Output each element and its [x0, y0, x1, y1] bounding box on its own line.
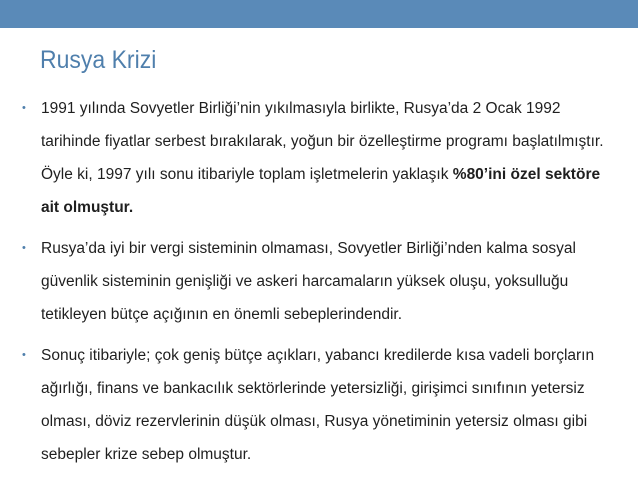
bullet-text: Rusya’da iyi bir vergi sisteminin olmaması, Sovyetler Birliği’nden kalma sosyal güvenlik sisteminin genişliği ve askeri harcamaların yüksek oluşu, yoksulluğu tetikleyen bütçe açığının en önemli sebeplerindendir.	[41, 240, 576, 323]
bullet-dot-icon: •	[22, 242, 26, 254]
bullet-text	[41, 100, 604, 216]
bullet-text-regular: 1991 yılında Sovyetler Birliği’nin yıkılmasıyla birlikte, Rusya’da 2 Ocak 1992 tarihinde fiyatlar serbest bırakılarak, yoğun bir özelleştirme programı başlatılmıştır. Öyle ki, 1997 yılı sonu itibariyle toplam işletmelerin yaklaşık	[41, 100, 604, 183]
bullet-dot-icon: •	[22, 102, 26, 114]
bullet-text: Sonuç itibariyle; çok geniş bütçe açıkları, yabancı kredilerde kısa vadeli borçların ağırlığı, finans ve bankacılık sektörlerinde yetersizliği, girişimci sınıfının yetersiz olması, döviz rezervlerinin düşük olması, Rusya yönetiminin yetersiz olması gibi sebepler krize sebep olmuştur.	[41, 347, 595, 463]
bullet-text-bold: %80’ini özel sektöre ait olmuştur.	[41, 166, 601, 216]
header-bar	[0, 0, 638, 28]
bullet-item-1	[18, 92, 618, 224]
bullet-item-3	[18, 339, 618, 471]
bullet-item-2	[18, 232, 618, 331]
bullet-dot-icon: •	[22, 349, 26, 361]
slide-title: Rusya Krizi	[40, 46, 157, 74]
bullet-list	[18, 92, 618, 479]
